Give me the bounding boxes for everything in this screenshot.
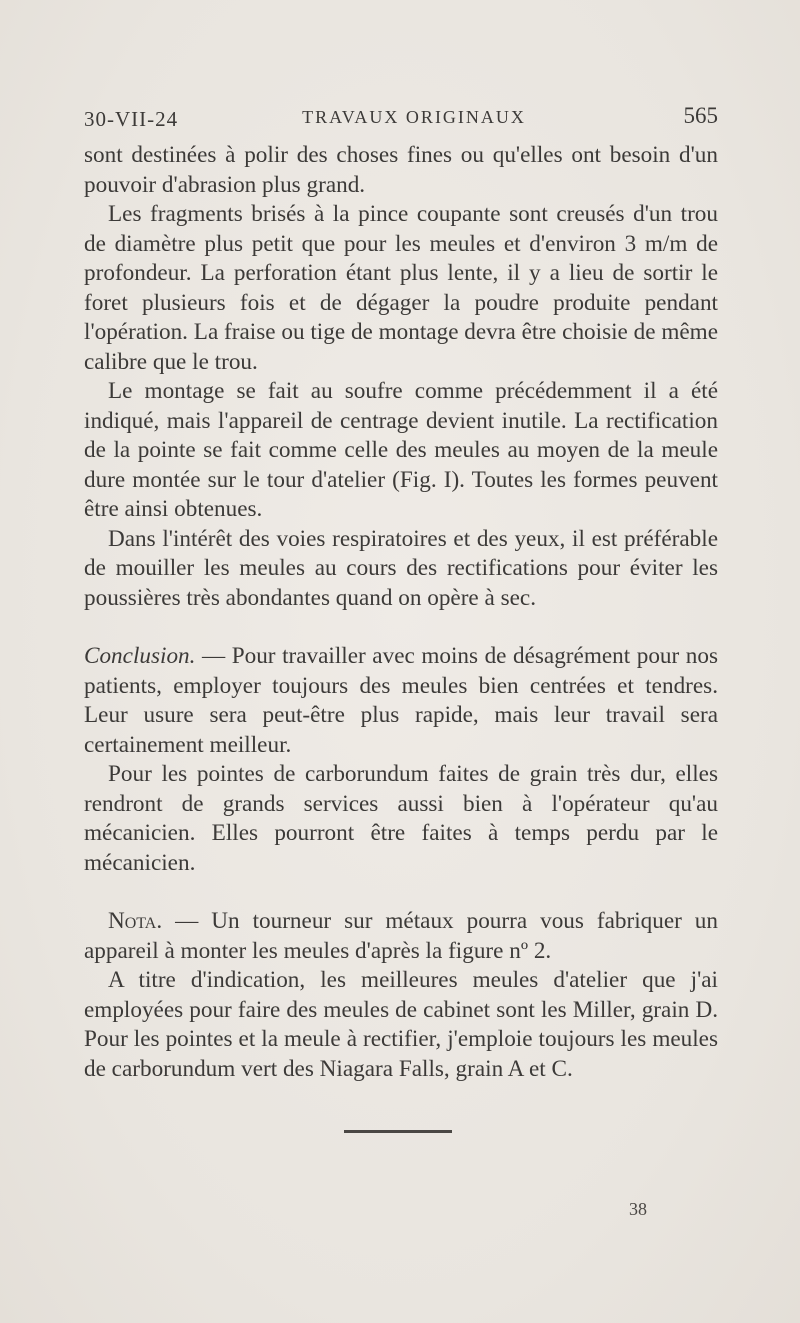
signature-mark: 38: [629, 1199, 647, 1219]
nota-label: Nota.: [108, 908, 163, 934]
article-body: [84, 141, 718, 1084]
paragraph-fragments: Les fragments brisés à la pince coupante sont creusés d'un trou de diamètre plus petit que pour les meules et d'environ 3 m/m de profondeur. La perforation étant plus lente, il y a lieu de sortir le foret plusieurs fois et de dégager la poudre produite pendant l'opération. La fraise ou tige de montage devra être choisie de même calibre que le trou.: [84, 201, 718, 375]
paragraph-continuation: sont destinées à polir des choses fines ou qu'elles ont besoin d'un pouvoir d'abrasion plus grand.: [84, 142, 718, 198]
page-number: 565: [683, 103, 718, 128]
conclusion-label: Conclusion.: [84, 643, 196, 669]
end-rule: [344, 1130, 452, 1133]
conclusion-text: — Pour travailler avec moins de désagrément pour nos patients, employer toujours des meules bien centrées et tendres. Leur usure sera peut-être plus rapide, mais leur travail sera certainement meilleur.: [84, 643, 718, 758]
paragraph-carborundum: Pour les pointes de carborundum faites de grain très dur, elles rendront de grands services aussi bien à l'opérateur qu'au mécanicien. Elles pourront être faites à temps perdu par le mécanicien.: [84, 761, 718, 876]
nota-text: — Un tourneur sur métaux pourra vous fabriquer un appareil à monter les meules d'après la figure nº 2.: [84, 908, 718, 964]
header-date: 30-VII-24: [84, 107, 179, 131]
paragraph-montage: Le montage se fait au soufre comme précédemment il a été indiqué, mais l'appareil de centrage devient inutile. La rectification de la pointe se fait comme celle des meules au moyen de la meule dure montée sur le tour d'atelier (Fig. I). Toutes les formes peuvent être ainsi obtenues.: [84, 378, 718, 522]
paragraph-conclusion: [84, 642, 718, 760]
paragraph-indication: A titre d'indication, les meilleures meules d'atelier que j'ai employées pour faire des meules de cabinet sont les Miller, grain D. Pour les pointes et la meule à rectifier, j'emploie toujours les meules de carborundum vert des Niagara Falls, grain A et C.: [84, 967, 718, 1082]
paragraph-respiratory: Dans l'intérêt des voies respiratoires et des yeux, il est préférable de mouiller les meules au cours des rectifications pour éviter les poussières très abondantes quand on opère à sec.: [84, 525, 718, 611]
paragraph-nota: [84, 907, 718, 966]
header-section-title: TRAVAUX ORIGINAUX: [302, 107, 526, 127]
running-header: [84, 103, 718, 139]
